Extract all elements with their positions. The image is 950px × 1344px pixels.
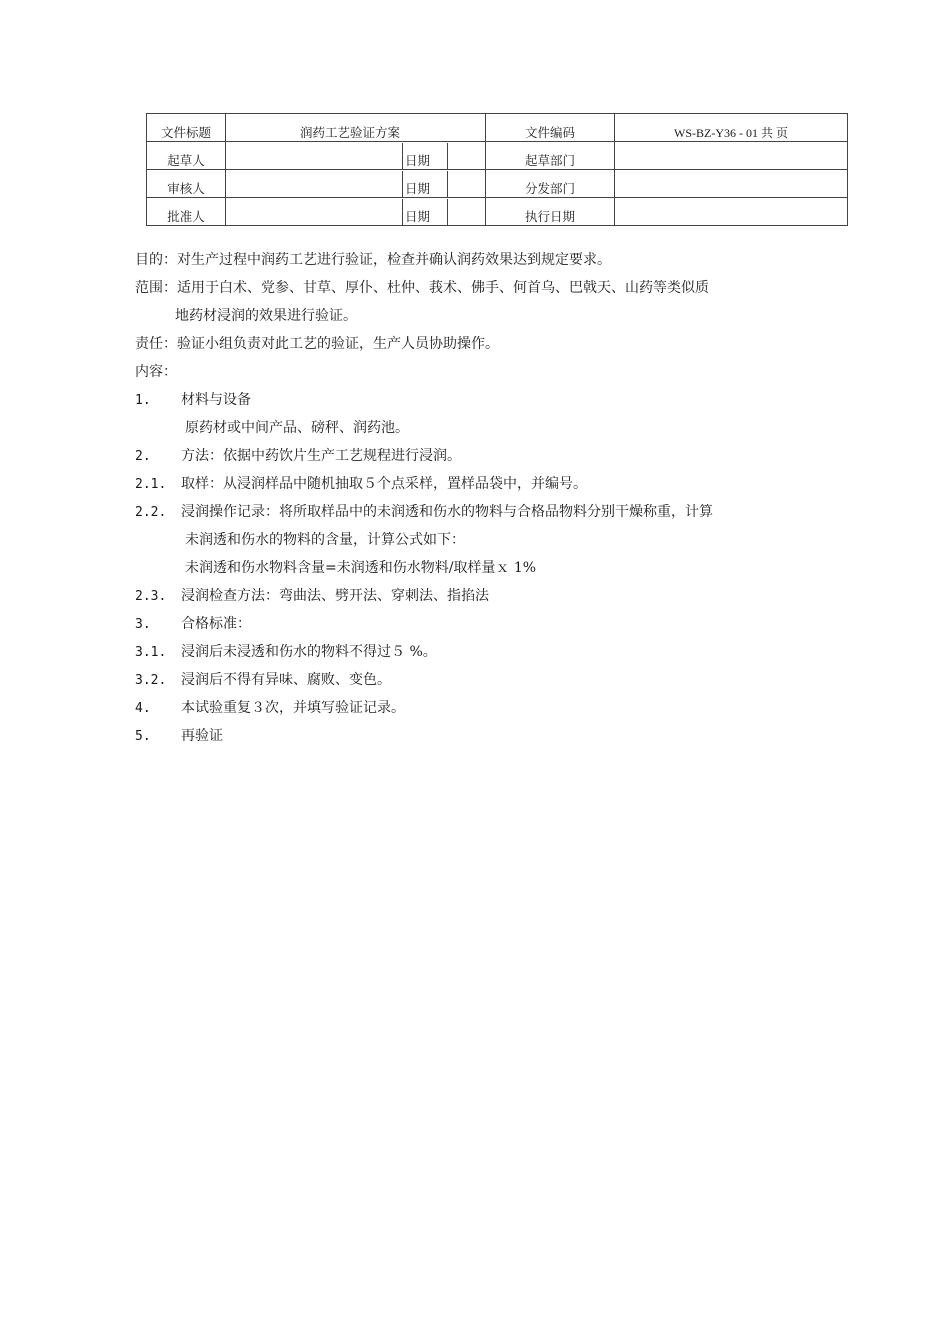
reviewer-value: [226, 171, 403, 197]
approver-value: [226, 199, 403, 225]
document-header-table: [146, 113, 848, 226]
section-text: 合格标准：: [181, 616, 251, 632]
section-2: [135, 442, 835, 470]
section-2-2-continued: 未润透和伤水的物料的含量，计算公式如下：: [185, 532, 465, 548]
section-number: 3.: [135, 617, 151, 632]
header-row-drafter: [147, 142, 848, 170]
drafter-date-value: [447, 143, 485, 169]
section-5: [135, 722, 835, 750]
approver-date-value: [447, 199, 485, 225]
section-text: 浸润操作记录：将所取样品中的未润透和伤水的物料与合格品物料分别干燥称重，计算: [181, 504, 713, 520]
label-drafter: 起草人: [147, 142, 226, 170]
section-number: 1.: [135, 393, 151, 408]
scope-paragraph-continued: 地药材浸润的效果进行验证。: [175, 308, 357, 324]
section-3-1: [135, 638, 835, 666]
section-2-1: [135, 470, 835, 498]
label-reviewer-date: 日期: [405, 181, 431, 196]
section-text: 材料与设备: [181, 392, 251, 408]
section-4: [135, 694, 835, 722]
document-body: [135, 246, 835, 750]
section-text: 浸润后不得有异味、腐败、变色。: [181, 672, 391, 688]
section-text: 再验证: [181, 728, 223, 744]
section-number: 2.: [135, 449, 151, 464]
purpose-paragraph: 目的：对生产过程中润药工艺进行验证，检查并确认润药效果达到规定要求。: [135, 252, 611, 268]
label-reviewer: 审核人: [147, 170, 226, 198]
label-distribution-dept: 分发部门: [486, 170, 615, 198]
drafter-value: [226, 143, 403, 169]
label-effective-date: 执行日期: [486, 198, 615, 226]
effective-date-value: [615, 198, 848, 226]
section-number: 2.2.: [135, 505, 167, 520]
label-file-code: 文件编码: [486, 114, 615, 142]
section-number: 5.: [135, 729, 151, 744]
section-number: 3.2.: [135, 673, 167, 688]
label-approver-date: 日期: [405, 209, 431, 224]
formula: 未润透和伤水物料含量=未润透和伤水物料/取样量ｘ 1%: [185, 560, 537, 576]
section-number: 3.1.: [135, 645, 167, 660]
file-code-value: WS-BZ-Y36 - 01 共 页: [615, 114, 848, 142]
section-number: 2.1.: [135, 477, 167, 492]
section-text: 方法：依据中药饮片生产工艺规程进行浸润。: [181, 448, 461, 464]
reviewer-date-value: [447, 171, 485, 197]
distribution-dept-value: [615, 170, 848, 198]
label-drafting-dept: 起草部门: [486, 142, 615, 170]
section-text: 本试验重复３次，并填写验证记录。: [181, 700, 405, 716]
section-2-2: [135, 498, 835, 526]
section-text: 取样：从浸润样品中随机抽取５个点采样，置样品袋中，并编号。: [181, 476, 587, 492]
section-text: 浸润检查方法：弯曲法、劈开法、穿刺法、指掐法: [181, 588, 489, 604]
section-number: 2.3.: [135, 589, 167, 604]
header-row-title: [147, 114, 848, 142]
content-heading: 内容：: [135, 364, 177, 380]
section-1: [135, 386, 835, 414]
section-number: 4.: [135, 701, 151, 716]
label-file-title: 文件标题: [147, 114, 226, 142]
header-row-approver: [147, 198, 848, 226]
header-row-reviewer: [147, 170, 848, 198]
scope-paragraph: 范围：适用于白术、党参、甘草、厚仆、杜仲、莪术、佛手、何首乌、巴戟天、山药等类似质: [135, 280, 709, 296]
drafting-dept-value: [615, 142, 848, 170]
section-text: 浸润后未浸透和伤水的物料不得过５ %。: [181, 644, 437, 660]
label-drafter-date: 日期: [405, 153, 431, 168]
section-2-3: [135, 582, 835, 610]
file-title-value: 润药工艺验证方案: [226, 114, 486, 142]
section-1-detail: 原药材或中间产品、磅秤、润药池。: [185, 420, 409, 436]
section-3: [135, 610, 835, 638]
responsibility-paragraph: 责任：验证小组负责对此工艺的验证，生产人员协助操作。: [135, 336, 499, 352]
label-approver: 批准人: [147, 198, 226, 226]
section-3-2: [135, 666, 835, 694]
